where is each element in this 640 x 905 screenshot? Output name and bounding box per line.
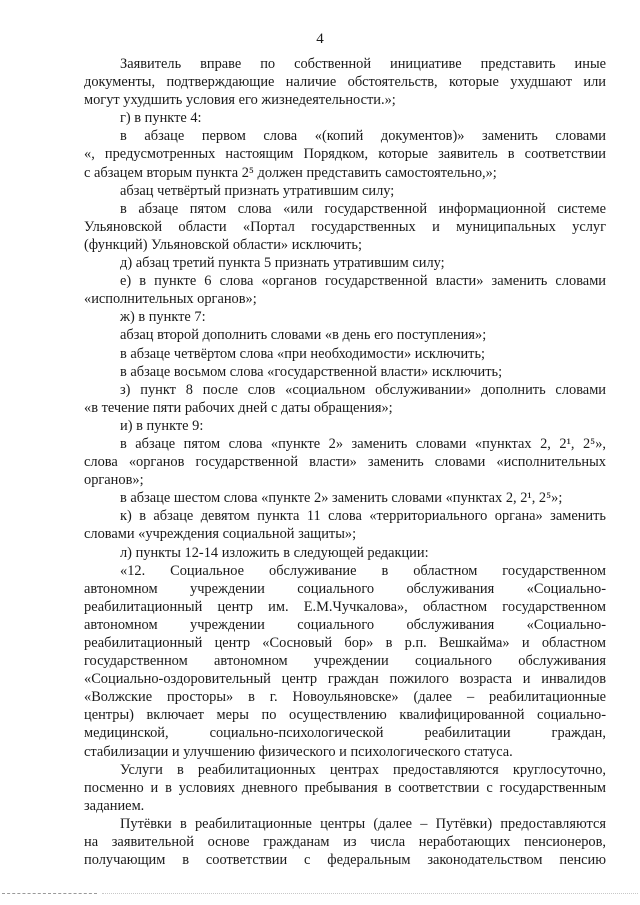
text-line: Заявитель вправе по собственной инициативе представить иные xyxy=(120,56,606,72)
text-line: могут ухудшить условия его жизнедеятельности.»; xyxy=(84,92,396,109)
text-line: посменно и в условиях дневного пребывания в соответствии с государственным xyxy=(84,779,606,796)
text-line: реабилитационный центр «Сосновый бор» в р.п. Вешкайма» и областном xyxy=(84,635,606,651)
text-line: документы, подтверждающие наличие обстоятельств, которые ухудшают или xyxy=(84,74,606,91)
text-line: «исполнительных органов»; xyxy=(84,291,257,308)
text-line: з) пункт 8 после слов «социальном обслуживании» дополнить словами xyxy=(120,381,606,398)
footer-divider-dotted xyxy=(102,893,638,894)
text-line: на заявительной основе гражданам из числа неработающих пенсионеров, xyxy=(84,834,606,851)
text-line: в абзаце пятом слова «пункте 2» заменить словами «пунктах 2, 2¹, 2⁵», xyxy=(120,435,606,452)
text-line: заданием. xyxy=(84,797,145,814)
text-line: получающим в соответствии с федеральным законодательством пенсию xyxy=(84,852,606,869)
text-line: Путёвки в реабилитационные центры (далее – Путёвки) предоставляются xyxy=(120,815,606,832)
text-line: в абзаце четвёртом слова «при необходимости» исключить; xyxy=(120,345,486,362)
text-line: в абзаце восьмом слова «государственной власти» исключить; xyxy=(120,363,503,380)
text-line: автономном учреждении социального обслуживания «Социально- xyxy=(84,580,606,597)
text-line: ж) в пункте 7: xyxy=(120,309,206,326)
text-line: слова «органов государственной власти» заменить словами «исполнительных xyxy=(84,454,606,471)
text-line: (функций) Ульяновской области» исключить; xyxy=(84,236,362,253)
text-line: государственном автономном учреждении социального обслуживания xyxy=(84,653,606,670)
text-line: д) абзац третий пункта 5 признать утратившим силу; xyxy=(120,255,445,272)
text-line: г) в пункте 4: xyxy=(120,110,202,127)
text-line: абзац четвёртый признать утратившим силу; xyxy=(120,182,395,199)
document-body xyxy=(84,55,606,869)
text-line: «, предусмотренных настоящим Порядком, которые заявитель в соответствии xyxy=(84,146,606,163)
text-line: в абзаце первом слова «(копий документов)» заменить словами xyxy=(120,128,606,145)
text-line: автономном учреждении социального обслуживания «Социально- xyxy=(84,616,606,633)
text-line: центры) включает меры по осуществлению квалифицированной социально- xyxy=(84,707,606,724)
text-line: органов»; xyxy=(84,472,144,489)
text-line: в абзаце шестом слова «пункте 2» заменить словами «пунктах 2, 2¹, 2⁵»; xyxy=(120,490,563,507)
text-line: медицинской, социально-психологической реабилитации граждан, xyxy=(84,725,606,742)
text-line: абзац второй дополнить словами «в день его поступления»; xyxy=(120,327,487,344)
text-line: в абзаце пятом слова «или государственной информационной системе xyxy=(120,200,606,217)
text-line: «Социально-оздоровительный центр граждан пожилого возраста и инвалидов xyxy=(84,671,606,688)
text-line: Ульяновской области «Портал государственных и муниципальных услуг xyxy=(84,218,606,235)
text-line: словами «учреждения социальной защиты»; xyxy=(84,526,357,543)
text-line: к) в абзаце девятом пункта 11 слова «территориального органа» заменить xyxy=(120,508,606,525)
text-line: «Волжские просторы» в г. Новоульяновске» (далее – реабилитационные xyxy=(84,689,606,706)
text-line: стабилизации и улучшению физического и психологического статуса. xyxy=(84,743,513,760)
footer-divider xyxy=(2,893,97,894)
text-line: реабилитационный центр им. Е.М.Чучкалова», областном государственном xyxy=(84,598,606,615)
text-line: Услуги в реабилитационных центрах предоставляются круглосуточно, xyxy=(120,761,606,778)
text-line: с абзацем вторым пункта 2⁵ должен представить самостоятельно,»; xyxy=(84,164,497,181)
text-line: и) в пункте 9: xyxy=(120,417,204,434)
text-line: «12. Социальное обслуживание в областном государственном xyxy=(120,562,606,579)
text-line: «в течение пяти рабочих дней с даты обращения»; xyxy=(84,399,393,416)
page-number: 4 xyxy=(316,31,324,47)
text-line: е) в пункте 6 слова «органов государственной власти» заменить словами xyxy=(120,273,606,290)
text-line: л) пункты 12-14 изложить в следующей редакции: xyxy=(120,544,429,561)
